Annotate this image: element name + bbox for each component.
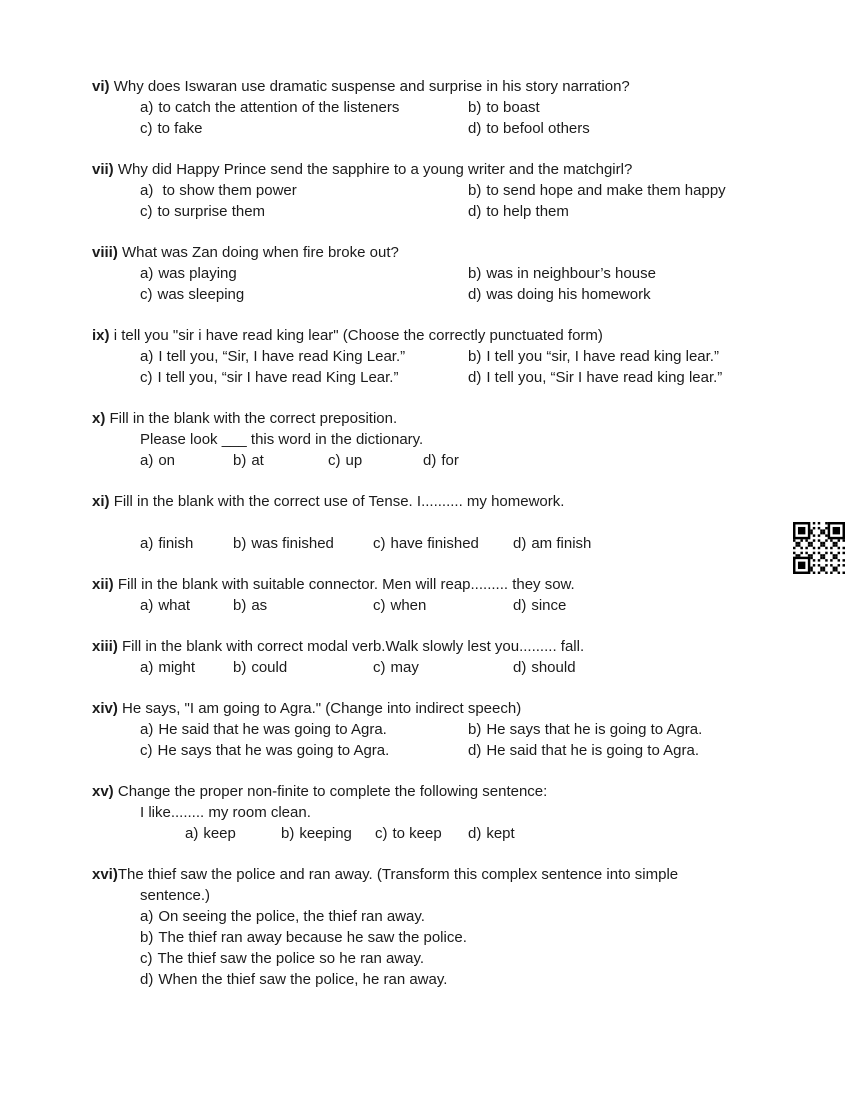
- option-text: for: [441, 452, 459, 469]
- question-block: [92, 574, 780, 616]
- option-label: b): [468, 721, 482, 738]
- option-label: b): [140, 929, 154, 946]
- option-text: keeping: [299, 825, 352, 842]
- option-label: a): [140, 597, 154, 614]
- option: [140, 346, 468, 367]
- option-text: at: [251, 452, 264, 469]
- option-text: On seeing the police, the thief ran away.: [158, 908, 425, 925]
- options-group: [140, 719, 780, 761]
- question-block: [92, 781, 780, 844]
- question-number: xvi): [92, 866, 118, 883]
- option-label: d): [468, 742, 482, 759]
- option-text: The thief saw the police so he ran away.: [157, 950, 425, 967]
- option-text: He said that he is going to Agra.: [486, 742, 699, 759]
- option: [140, 97, 468, 118]
- option-label: a): [140, 908, 154, 925]
- option-label: d): [140, 971, 154, 988]
- option-label: b): [233, 452, 247, 469]
- option: [513, 595, 780, 616]
- question-block: [92, 408, 780, 471]
- question-number: xii): [92, 576, 118, 593]
- option: [140, 263, 468, 284]
- option-label: c): [140, 369, 153, 386]
- option: [468, 346, 780, 367]
- option-text: as: [251, 597, 268, 614]
- options-group: [140, 263, 780, 305]
- option: [468, 823, 780, 844]
- option-text: to surprise them: [157, 203, 266, 220]
- option-text: finish: [158, 535, 194, 552]
- option-text: to boast: [486, 99, 540, 116]
- option-label: c): [140, 286, 153, 303]
- option-text: I tell you, “Sir, I have read King Lear.”: [158, 348, 406, 365]
- option-text: He says that he was going to Agra.: [157, 742, 390, 759]
- option-text: should: [531, 659, 576, 676]
- option-text: to keep: [392, 825, 442, 842]
- option: [140, 118, 468, 139]
- option: [140, 595, 233, 616]
- question-stem: [92, 491, 780, 512]
- option: [468, 719, 780, 740]
- question-number: ix): [92, 327, 114, 344]
- option: [468, 118, 780, 139]
- option-text: was sleeping: [157, 286, 245, 303]
- option-text: keep: [203, 825, 236, 842]
- option-label: d): [513, 597, 527, 614]
- option-text: to catch the attention of the listeners: [158, 99, 400, 116]
- option-text: When the thief saw the police, he ran away.: [158, 971, 448, 988]
- question-text: Why does Iswaran use dramatic suspense and surprise in his story narration?: [113, 78, 630, 95]
- option-label: a): [140, 535, 154, 552]
- option-label: b): [233, 659, 247, 676]
- option-text: to fake: [157, 120, 203, 137]
- option: [468, 97, 780, 118]
- option-text: I tell you, “Sir I have read king lear.”: [486, 369, 723, 386]
- options-group: [140, 657, 780, 678]
- option-text: He says that he is going to Agra.: [486, 721, 703, 738]
- option: [140, 740, 468, 761]
- option-label: a): [140, 348, 154, 365]
- option-text: up: [345, 452, 363, 469]
- question-block: [92, 325, 780, 388]
- questions: [92, 76, 780, 990]
- option-text: might: [158, 659, 196, 676]
- option: [373, 657, 513, 678]
- option-label: d): [513, 535, 527, 552]
- option-label: b): [233, 535, 247, 552]
- option: [513, 657, 780, 678]
- option: [468, 201, 780, 222]
- option-text: could: [251, 659, 288, 676]
- options-group: [140, 450, 780, 471]
- option-label: d): [468, 203, 482, 220]
- option-label: a): [185, 825, 199, 842]
- option: [373, 595, 513, 616]
- question-text: He says, "I am going to Agra." (Change into indirect speech): [122, 700, 522, 717]
- question-text: Change the proper non-finite to complete the following sentence:: [117, 783, 548, 800]
- option: [140, 284, 468, 305]
- option-label: c): [373, 535, 386, 552]
- option: [373, 533, 513, 554]
- option-text: when: [390, 597, 427, 614]
- option-label: a): [140, 99, 154, 116]
- option: [233, 595, 373, 616]
- option-text: I tell you “sir, I have read king lear.”: [486, 348, 719, 365]
- option-text: have finished: [390, 535, 479, 552]
- option-label: b): [468, 182, 482, 199]
- question-stem: [92, 781, 780, 802]
- options-group: [140, 97, 780, 139]
- qr-code: [793, 522, 845, 574]
- options-group: [140, 180, 780, 222]
- question-text-continuation: Please look ___ this word in the dictionary.: [140, 431, 424, 448]
- option-text: to befool others: [486, 120, 590, 137]
- option-text: to send hope and make them happy: [486, 182, 726, 199]
- option-label: d): [468, 120, 482, 137]
- question-text: What was Zan doing when fire broke out?: [122, 244, 399, 261]
- option-label: b): [281, 825, 295, 842]
- question-number: xiii): [92, 638, 123, 655]
- question-stem: [92, 159, 780, 180]
- option: [140, 533, 233, 554]
- option-label: d): [468, 825, 482, 842]
- option-text: since: [531, 597, 567, 614]
- option-text: may: [390, 659, 419, 676]
- question-block: [92, 636, 780, 678]
- option-label: b): [468, 348, 482, 365]
- option-label: a): [140, 265, 154, 282]
- question-text: Why did Happy Prince send the sapphire to a young writer and the matchgirl?: [117, 161, 633, 178]
- option-text: what: [158, 597, 191, 614]
- options-group: [185, 823, 780, 844]
- option-text: He said that he was going to Agra.: [158, 721, 387, 738]
- question-block: [92, 242, 780, 305]
- option-text: was finished: [251, 535, 334, 552]
- option: [233, 657, 373, 678]
- option-text: I tell you, “sir I have read King Lear.”: [157, 369, 399, 386]
- question-block: [92, 864, 780, 990]
- option-text: am finish: [531, 535, 592, 552]
- option-label: d): [423, 452, 437, 469]
- option-text: The thief ran away because he saw the police.: [158, 929, 467, 946]
- option-label: c): [140, 203, 153, 220]
- question-number: xiv): [92, 700, 123, 717]
- question-text: The thief saw the police and ran away. (Transform this complex sentence into simple: [117, 866, 679, 883]
- options-group: [140, 595, 780, 616]
- option: [185, 823, 281, 844]
- option-label: b): [468, 265, 482, 282]
- options-group: [140, 533, 780, 554]
- options-group: [140, 906, 780, 990]
- question-text: Fill in the blank with the correct preposition.: [109, 410, 398, 427]
- option-label: c): [140, 950, 153, 967]
- option: [233, 450, 328, 471]
- option: [140, 450, 233, 471]
- question-stem: [92, 242, 780, 263]
- question-block: [92, 159, 780, 222]
- option-text: was playing: [158, 265, 237, 282]
- option-text: on: [158, 452, 176, 469]
- question-block: [92, 698, 780, 761]
- question-text-continuation: sentence.): [140, 887, 211, 904]
- option-text: kept: [486, 825, 515, 842]
- option: [140, 201, 468, 222]
- option: [140, 969, 780, 990]
- question-number: x): [92, 410, 110, 427]
- option: [140, 906, 780, 927]
- option: [468, 284, 780, 305]
- option-label: c): [373, 597, 386, 614]
- option-text: to help them: [486, 203, 569, 220]
- question-number: xi): [92, 493, 114, 510]
- question-block: [92, 491, 780, 554]
- option: [468, 180, 780, 201]
- question-text: i tell you "sir i have read king lear" (Choose the correctly punctuated form): [113, 327, 603, 344]
- question-text-continuation: I like........ my room clean.: [140, 804, 311, 821]
- option-label: b): [233, 597, 247, 614]
- question-stem: [92, 76, 780, 97]
- question-stem: [92, 864, 780, 885]
- option: [328, 450, 423, 471]
- question-number: viii): [92, 244, 123, 261]
- question-text: Fill in the blank with correct modal verb.Walk slowly lest you......... fall.: [122, 638, 585, 655]
- option-label: d): [468, 286, 482, 303]
- option-label: c): [375, 825, 388, 842]
- option: [140, 719, 468, 740]
- question-text: Fill in the blank with suitable connector. Men will reap......... they sow.: [117, 576, 575, 593]
- option: [281, 823, 375, 844]
- option-label: a): [140, 721, 154, 738]
- question-stem: [92, 408, 780, 429]
- option: [140, 948, 780, 969]
- option-label: c): [140, 742, 153, 759]
- question-stem: [92, 574, 780, 595]
- question-stem: [92, 698, 780, 719]
- question-number: xv): [92, 783, 118, 800]
- option-label: d): [468, 369, 482, 386]
- option: [140, 367, 468, 388]
- option: [140, 927, 780, 948]
- option: [375, 823, 468, 844]
- option: [140, 180, 468, 201]
- option: [233, 533, 373, 554]
- question-number: vii): [92, 161, 118, 178]
- option-text: was in neighbour’s house: [486, 265, 656, 282]
- option: [513, 533, 780, 554]
- option: [468, 263, 780, 284]
- option-label: a): [140, 182, 154, 199]
- option-label: c): [328, 452, 341, 469]
- option-label: c): [373, 659, 386, 676]
- question-text: Fill in the blank with the correct use of Tense. I.......... my homework.: [113, 493, 565, 510]
- option-label: b): [468, 99, 482, 116]
- question-stem: [92, 325, 780, 346]
- question-block: [92, 76, 780, 139]
- option: [140, 657, 233, 678]
- question-number: vi): [92, 78, 114, 95]
- option-label: d): [513, 659, 527, 676]
- option-text: to show them power: [158, 182, 297, 199]
- option-label: a): [140, 659, 154, 676]
- option-text: was doing his homework: [486, 286, 651, 303]
- option: [468, 367, 780, 388]
- question-stem: [92, 636, 780, 657]
- option: [468, 740, 780, 761]
- option: [423, 450, 780, 471]
- option-label: c): [140, 120, 153, 137]
- option-label: a): [140, 452, 154, 469]
- options-group: [140, 346, 780, 388]
